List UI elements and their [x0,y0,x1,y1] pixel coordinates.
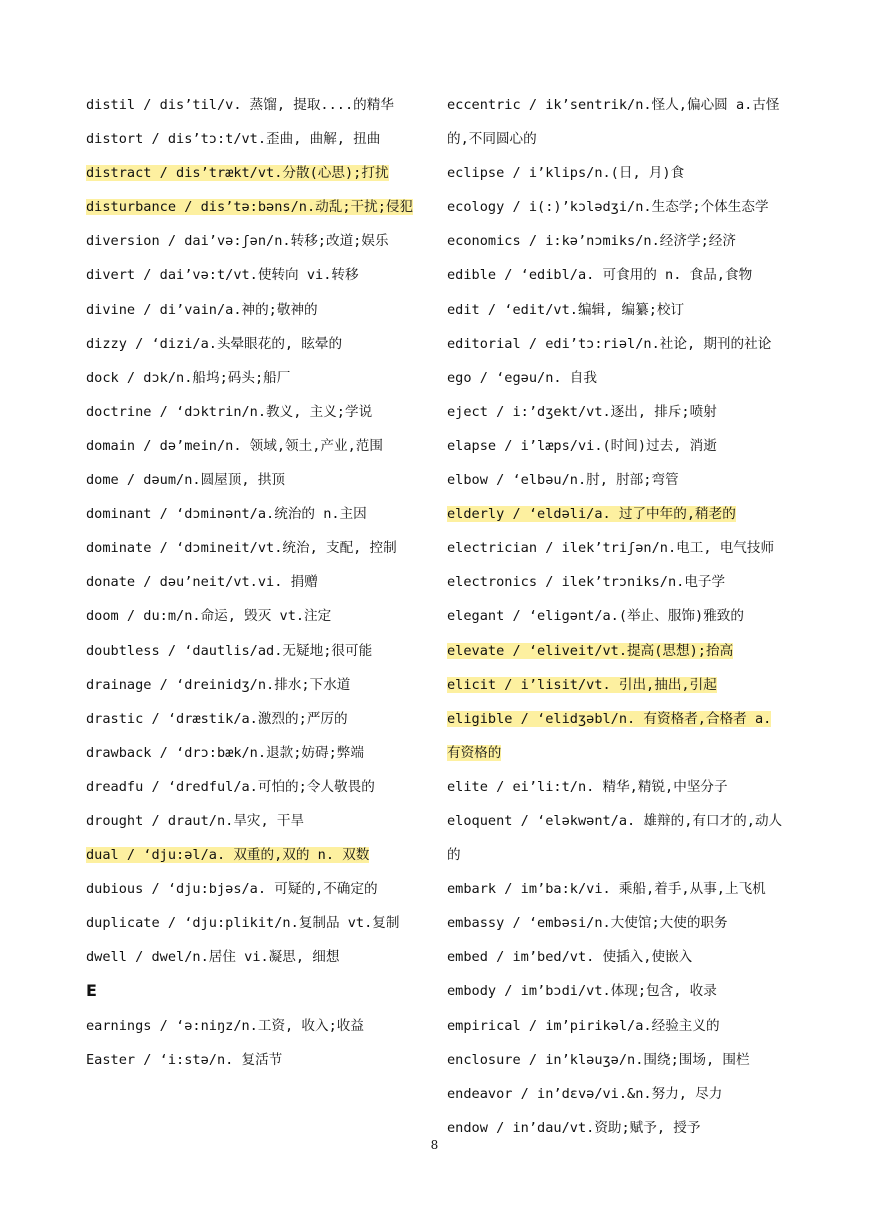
vocab-entry [86,327,422,361]
vocab-entry [447,906,783,940]
vocab-entry [447,88,783,156]
entry-text: E [86,981,97,1001]
entry-text: eloquent / ‘eləkwənt/a. 雄辩的,有口才的,动人的 [447,812,783,864]
entry-text: endow / in’dau/vt.资助;赋予, 授予 [447,1119,701,1136]
vocab-entry [447,702,783,770]
vocab-entry [447,224,783,258]
vocab-entry [447,668,783,702]
entry-text: dubious / ‘dju:bjəs/a. 可疑的,不确定的 [86,881,378,898]
entry-text: doubtless / ‘dautlis/ad.无疑地;很可能 [86,642,373,659]
vocab-entry [86,531,422,565]
entry-text: electrician / ilek’triʃən/n.电工, 电气技师 [447,540,775,557]
entry-text: elicit / i’lisit/vt. 引出,抽出,引起 [447,676,717,693]
vocab-entry [86,395,422,429]
entry-text: dizzy / ‘dizi/a.头晕眼花的, 眩晕的 [86,335,343,352]
entry-text: elbow / ‘elbəu/n.肘, 肘部;弯管 [447,472,679,489]
vocab-entry [86,429,422,463]
entry-text: ego / ‘egəu/n. 自我 [447,369,597,386]
entry-text: drought / draut/n.旱灾, 干旱 [86,812,305,829]
vocab-entry [447,770,783,804]
entry-text: economics / i:kə’nɔmiks/n.经济学;经济 [447,233,736,250]
vocab-entry [86,599,422,633]
vocab-entry [86,258,422,292]
vocab-entry [86,634,422,668]
entry-text: electronics / ilek’trɔniks/n.电子学 [447,574,726,591]
vocab-entry [447,872,783,906]
entry-text: elderly / ‘eldəli/a. 过了中年的,稍老的 [447,506,736,523]
vocab-entry [447,974,783,1008]
vocab-entry [447,429,783,463]
entry-text: Easter / ‘i:stə/n. 复活节 [86,1051,283,1068]
entry-text: embassy / ‘embəsi/n.大使馆;大使的职务 [447,915,728,932]
entry-text: drawback / ‘drɔ:bæk/n.退款;妨碍;弊端 [86,744,364,761]
entry-text: elite / ei’li:t/n. 精华,精锐,中坚分子 [447,778,728,795]
vocab-entry [86,156,422,190]
right-column [447,88,783,1145]
vocab-entry [86,1043,422,1077]
entry-text: drainage / ‘dreinidʒ/n.排水;下水道 [86,676,351,693]
vocab-entry [447,1009,783,1043]
vocab-entry [86,838,422,872]
entry-text: editorial / edi’tɔ:riəl/n.社论, 期刊的社论 [447,335,772,352]
entry-text: drastic / ‘dræstik/a.激烈的;严厉的 [86,710,348,727]
vocab-entry [86,702,422,736]
vocab-entry [447,258,783,292]
entry-text: dominate / ‘dɔmineit/vt.统治, 支配, 控制 [86,540,397,557]
entry-text: eclipse / i’klips/n.(日, 月)食 [447,165,685,182]
entry-text: edit / ‘edit/vt.编辑, 编纂;校订 [447,301,685,318]
entry-text: elegant / ‘eligənt/a.(举止、服饰)雅致的 [447,608,744,625]
left-column [86,88,422,1077]
entry-text: domain / də’mein/n. 领域,领土,产业,范围 [86,437,383,454]
page-number: 8 [430,1138,439,1152]
entry-text: eligible / ‘elidʒəbl/n. 有资格者,合格者 a.有资格的 [447,710,772,761]
entry-text: duplicate / ‘dju:plikit/n.复制品 vt.复制 [86,915,400,932]
vocab-entry [86,224,422,258]
vocab-entry [447,293,783,327]
vocab-entry [447,395,783,429]
entry-text: embed / im’bed/vt. 使插入,使嵌入 [447,949,693,966]
vocab-entry [447,156,783,190]
vocab-entry [447,531,783,565]
entry-text: dual / ‘dju:əl/a. 双重的,双的 n. 双数 [86,847,370,864]
vocab-entry [447,463,783,497]
entry-text: distil / dis’til/v. 蒸馏, 提取....的精华 [86,97,394,113]
entry-text: doctrine / ‘dɔktrin/n.教义, 主义;学说 [86,403,373,420]
entry-text: ecology / i(:)’kɔlədʒi/n.生态学;个体生态学 [447,199,769,216]
vocab-entry [447,565,783,599]
vocab-entry [86,940,422,974]
entry-text: distort / dis’tɔ:t/vt.歪曲, 曲解, 扭曲 [86,131,381,148]
vocab-entry [86,190,422,224]
vocab-entry [86,497,422,531]
entry-text: embody / im’bɔdi/vt.体现;包含, 收录 [447,983,717,1000]
vocab-entry [447,1077,783,1111]
entry-text: divine / di’vain/a.神的;敬神的 [86,301,318,318]
vocab-entry [447,327,783,361]
entry-text: dock / dɔk/n.船坞;码头;船厂 [86,369,291,386]
vocab-entry [447,190,783,224]
entry-text: empirical / im’pirikəl/a.经验主义的 [447,1017,720,1034]
vocab-entry [86,804,422,838]
vocab-entry [86,668,422,702]
vocab-entry [86,361,422,395]
vocab-entry [86,122,422,156]
vocab-entry [447,1043,783,1077]
entry-text: eject / i:’dʒekt/vt.逐出, 排斥;喷射 [447,403,717,420]
vocab-entry [86,736,422,770]
entry-text: embark / im’ba:k/vi. 乘船,着手,从事,上飞机 [447,881,766,898]
entry-text: donate / dəu’neit/vt.vi. 捐赠 [86,574,318,591]
entry-text: dominant / ‘dɔminənt/a.统治的 n.主因 [86,506,367,523]
vocab-entry [447,634,783,668]
vocab-entry [86,88,422,122]
entry-text: disturbance / dis’tə:bəns/n.动乱;干扰;侵犯 [86,199,414,216]
vocab-entry [447,497,783,531]
vocab-entry [86,565,422,599]
entry-text: elapse / i’læps/vi.(时间)过去, 消逝 [447,437,717,454]
entry-text: elevate / ‘eliveit/vt.提高(思想);抬高 [447,642,734,659]
entry-text: eccentric / ik’sentrik/n.怪人,偏心圆 a.古怪的,不同圆心的 [447,97,780,148]
vocab-entry [447,940,783,974]
entry-text: enclosure / in’kləuʒə/n.围绕;围场, 围栏 [447,1051,750,1068]
vocab-entry [86,463,422,497]
vocab-entry [86,293,422,327]
entry-text: earnings / ‘ə:niŋz/n.工资, 收入;收益 [86,1017,364,1034]
entry-text: distract / dis’trækt/vt.分散(心思);打扰 [86,165,389,182]
entry-text: endeavor / in’dɛvə/vi.&n.努力, 尽力 [447,1085,723,1102]
vocab-entry [447,361,783,395]
entry-text: divert / dai’və:t/vt.使转向 vi.转移 [86,267,359,284]
vocab-entry [86,906,422,940]
vocab-entry [86,872,422,906]
entry-text: dwell / dwel/n.居住 vi.凝思, 细想 [86,949,340,966]
vocab-entry [447,804,783,872]
entry-text: diversion / dai’və:ʃən/n.转移;改道;娱乐 [86,233,389,250]
vocab-entry [86,1009,422,1043]
entry-text: doom / du:m/n.命运, 毁灭 vt.注定 [86,608,332,625]
vocab-entry [86,770,422,804]
section-heading [86,974,422,1008]
entry-text: dome / dəum/n.圆屋顶, 拱顶 [86,472,285,489]
entry-text: edible / ‘edibl/a. 可食用的 n. 食品,食物 [447,267,753,284]
vocab-entry [447,599,783,633]
entry-text: dreadfu / ‘dredful/a.可怕的;令人敬畏的 [86,778,375,795]
